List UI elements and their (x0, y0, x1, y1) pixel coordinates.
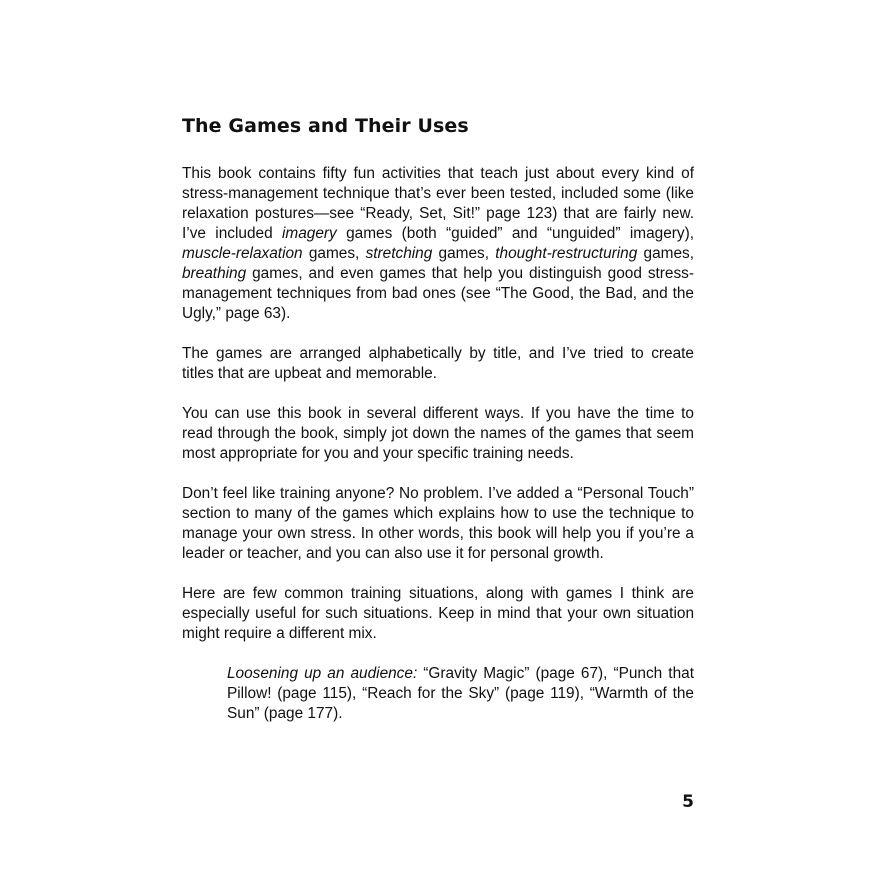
p1-muscle-term: muscle-relaxation (182, 245, 303, 262)
page-number: 5 (682, 792, 694, 812)
p1-text-d: games, (432, 245, 496, 262)
p1-stretching-term: stretching (365, 245, 433, 262)
p1-imagery-term: imagery (281, 225, 337, 242)
p1-text-b: games (both “guided” and “unguided” imagery), (336, 225, 694, 242)
p1-text-e: games, (637, 245, 695, 262)
example-label: Loosening up an audience: (227, 665, 418, 682)
paragraph-training-situations: Here are few common training situations, along with games I think are especially useful for such situations. Keep in mind that your own situation might require a different mix. (182, 585, 694, 642)
section-heading: The Games and Their Uses (182, 115, 469, 137)
paragraph-arrangement: The games are arranged alphabetically by title, and I’ve tried to create titles that are upbeat and memorable. (182, 345, 694, 382)
p1-text-c: games, (302, 245, 366, 262)
paragraph-usage: You can use this book in several different ways. If you have the time to read through the book, simply jot down the names of the games that seem most appropriate for you and your specific training needs. (182, 405, 694, 462)
example-text: “Gravity Magic” (page 67), “Punch that Pillow! (page 115), “Reach for the Sky” (page 119), “Warmth of the Sun” (page 177). (227, 665, 694, 722)
p1-text-a: This book contains fifty fun activities that teach just about every kind of stress-management technique that’s ever been tested, included some (like relaxation postures—see “Ready, Set, Sit!” page 123) that are fairly new. I’ve included (182, 165, 694, 242)
paragraph-personal-touch: Don’t feel like training anyone? No problem. I’ve added a “Personal Touch” section to many of the games which explains how to use the technique to manage your own stress. In other words, this book will help you if you’re a leader or teacher, and you can also use it for personal growth. (182, 485, 694, 562)
page-content (182, 113, 694, 744)
p1-text-f: games, and even games that help you distinguish good stress-management techniques from bad ones (see “The Good, the Bad, and the Ugly,” page 63). (182, 265, 694, 322)
p1-thought-term: thought-restructuring (495, 245, 638, 262)
p1-breathing-term: breathing (182, 265, 247, 282)
paragraph-games-overview (182, 164, 694, 324)
indented-example (227, 664, 694, 724)
